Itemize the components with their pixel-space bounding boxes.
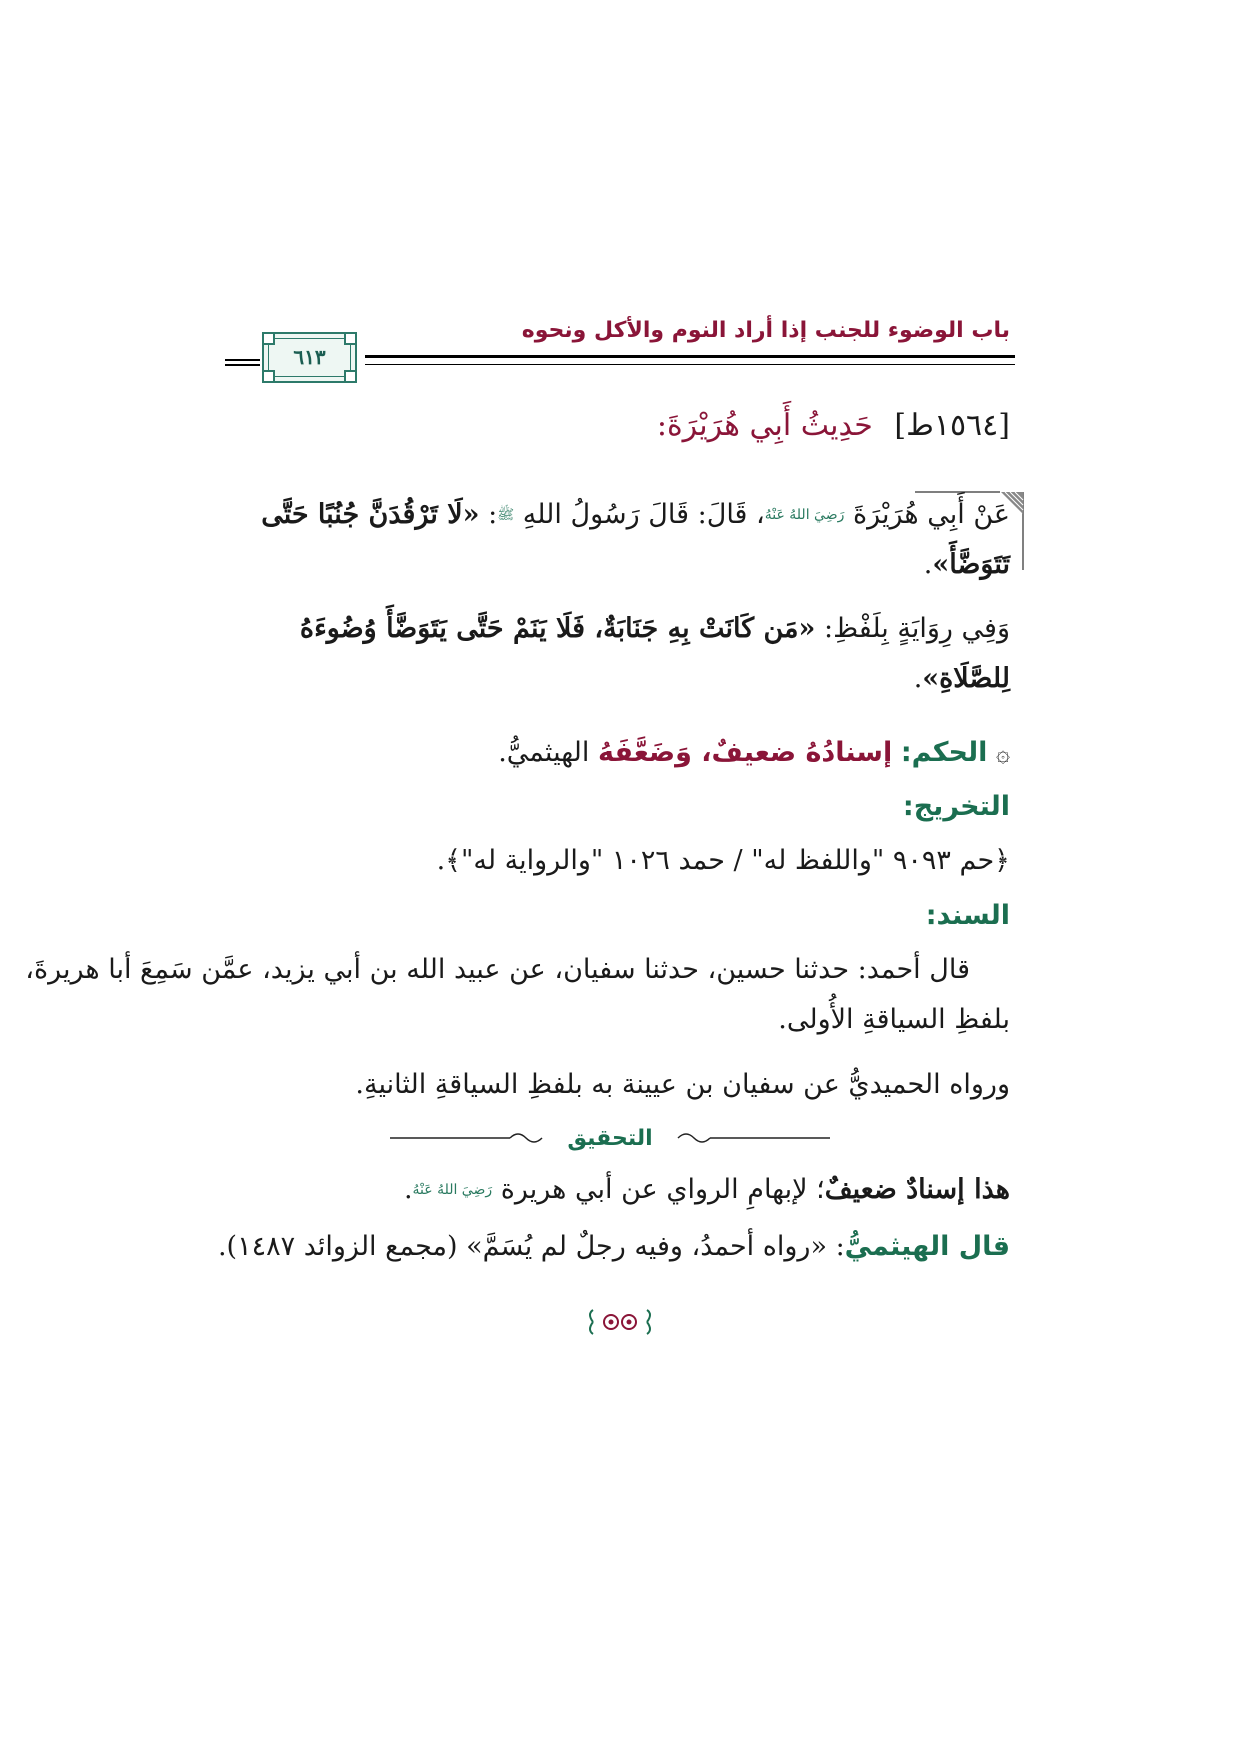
narration-intro: عَنْ أَبِي هُرَيْرَةَ [844, 499, 1010, 530]
tahqiq-divider [390, 1126, 830, 1150]
tahqiq-label: التحقيق [567, 1126, 653, 1151]
badge-corner-icon [344, 332, 357, 345]
haythami-quote: : «رواه أحمدُ، وفيه رجلٌ لم يُسَمَّ» (مجمع الزوائد ١٤٨٧). [217, 1231, 845, 1262]
page-badge [262, 332, 357, 383]
tahqiq-end: . [403, 1174, 413, 1205]
takhrij-label: التخريج: [902, 791, 1010, 822]
sanad-label: السند: [925, 900, 1010, 931]
ruling-rest: الهيثميُّ. [498, 737, 598, 768]
page-number: ٦١٣ [293, 345, 326, 369]
tahqiq-verdict: هذا إسنادٌ ضعيفٌ [824, 1174, 1010, 1205]
salawat-calligraphy: ﷺ [497, 507, 515, 523]
hadith-number: [١٥٦٤ط] [894, 408, 1010, 443]
sanad-paragraph-1: قال أحمد: حدثنا حسين، حدثنا سفيان، عن عبيد الله بن أبي يزيد، عمَّن سَمِعَ أبا هريرةَ، بلفظِ السياقةِ الأُولى. [25, 954, 1010, 1035]
variant-quote: «مَن كَانَتْ بِهِ جَنَابَةٌ، فَلَا يَنَمْ حَتَّى يَتَوَضَّأَ وُضُوءَهُ لِلصَّلَاةِ» [299, 613, 1010, 694]
sanad-heading [210, 891, 1010, 941]
tahqiq-paragraph-2 [10, 1222, 1010, 1272]
end-ornament-icon [585, 1308, 655, 1336]
tahqiq-paragraph-1 [210, 1165, 1010, 1215]
badge-corner-icon [262, 332, 275, 345]
sanad-paragraph-2: ورواه الحميديُّ عن سفيان بن عيينة به بلفظِ السياقةِ الثانيةِ. [355, 1069, 1010, 1100]
narration-colon: : [479, 499, 498, 530]
narration-end: . [923, 549, 933, 580]
hadith-heading [210, 408, 1010, 443]
variant-end: . [913, 663, 923, 694]
haythami-label: قال الهيثميُّ [844, 1231, 1010, 1262]
narration-quote: «لَا تَرْقُدَنَّ جُنُبًا حَتَّى تَتَوَضَّأَ» [261, 499, 1010, 580]
header-rule-left [225, 359, 260, 366]
chapter-title: باب الوضوء للجنب إذا أراد النوم والأكل ونحوه [521, 318, 1010, 343]
variant-intro: وَفِي رِوَايَةٍ بِلَفْظِ: [815, 613, 1010, 644]
hadith-title: حَدِيثُ أَبِي هُرَيْرَةَ: [656, 408, 873, 443]
badge-corner-icon [344, 370, 357, 383]
hadith-variant [210, 604, 1010, 704]
blessing-calligraphy: رَضِيَ اللهُ عَنْهُ [412, 1182, 493, 1198]
flower-ornament-icon: ۞ [995, 739, 1010, 767]
takhrij-text: ﴿حم ٩٠٩٣ "واللفظ له" / حمد ١٠٢٦ "والرواية له"﴾. [436, 845, 1010, 876]
ruling-label: الحكم: [900, 737, 988, 768]
takhrij-heading [210, 782, 1010, 832]
narration-middle: ، قَالَ: قَالَ رَسُولُ اللهِ [514, 499, 765, 530]
tahqiq-reason: ؛ لإبهامِ الرواي عن أبي هريرة [492, 1174, 825, 1205]
blessing-calligraphy: رَضِيَ اللهُ عَنْهُ [764, 507, 845, 523]
header-rule-right [365, 355, 1015, 365]
ruling-line [210, 728, 1010, 778]
badge-corner-icon [262, 370, 275, 383]
ruling-value: إسنادُهُ ضعيفٌ، وَضَعَّفَهُ [597, 737, 893, 768]
hadith-narration [210, 490, 1010, 590]
